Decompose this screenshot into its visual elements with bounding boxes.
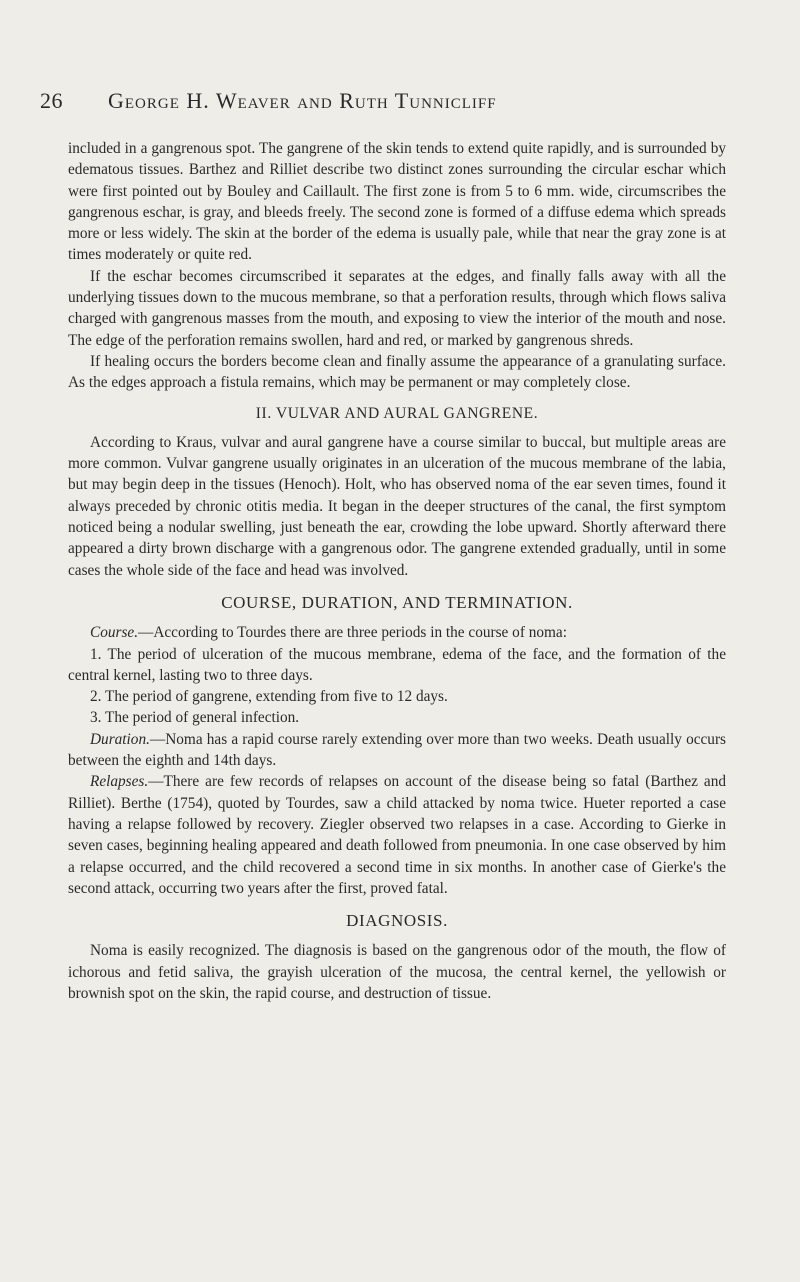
paragraph: If healing occurs the borders become clean and finally assume the appearance of a granulating surface. As the edges approach a fistula remains, which may be permanent or may completely close. [68,352,726,392]
paragraph: If the eschar becomes circumscribed it separates at the edges, and finally falls away with all the underlying tissues down to the mucous membrane, so that a perforation results, through which flows saliva charged with gangrenous masses from the mouth, and exposing to view the interior of the mouth and nose. The edge of the perforation remains swollen, hard and red, or marked by gangrenous shreds. [68,267,726,349]
relapses-text: —There are few records of relapses on account of the disease being so fatal (Barthez and Rilliet). Berthe (1754), quoted by Tourdes, saw a child attacked by noma twice. Hueter reported a case having a relapse followed by recovery. Ziegler observed two relapses in a case. According to Gierke in seven cases, beginning healing appeared and death followed from pneumonia. In one case observed by him a relapse occurred, and the child recovered a second time in six months. In another case of Gierke's the second attack, occurring two years after the first, proved fatal. [68,773,726,897]
course-text: —According to Tourdes there are three periods in the course of noma: [138,624,567,642]
list-item: 2. The period of gangrene, extending from five to 12 days. [90,688,448,706]
course-label: Course. [90,624,139,642]
body-text [68,138,726,1004]
section-heading-course: COURSE, DURATION, AND TERMINATION. [221,592,573,612]
page-number: 26 [40,88,63,113]
list-item: 3. The period of general infection. [90,709,300,727]
relapses-label: Relapses. [90,773,149,791]
course-paragraph [68,622,726,643]
paragraph: included in a gangrenous spot. The gangrene of the skin tends to extend quite rapidly, and is surrounded by edematous tissues. Barthez and Rilliet describe two distinct zones surrounding the circular eschar which were first pointed out by Bouley and Caillault. The first zone is from 5 to 6 mm. wide, circumscribes the gangrenous eschar, is gray, and bleeds freely. The second zone is formed of a diffuse edema which spreads more or less widely. The skin at the border of the edema is usually pale, while that near the gray zone is at times moderately or quite red. [68,140,726,264]
running-head-title: George H. Weaver and Ruth Tunnicliff [108,88,497,113]
duration-label: Duration. [90,730,150,748]
section-heading-vulvar: II. VULVAR AND AURAL GANGRENE. [255,404,539,422]
running-head [40,88,740,118]
list-item: 1. The period of ulceration of the mucous membrane, edema of the face, and the formation of the central kernel, lasting two to three days. [68,645,726,684]
section-heading-diagnosis: DIAGNOSIS. [346,911,448,931]
duration-paragraph [68,729,726,772]
duration-text: —Noma has a rapid course rarely extending over more than two weeks. Death usually occurs between the eighth and 14th days. [68,730,726,770]
relapses-paragraph [68,771,726,899]
paragraph: Noma is easily recognized. The diagnosis is based on the gangrenous odor of the mouth, the flow of ichorous and fetid saliva, the grayish ulceration of the mucosa, the central kernel, the yellowish or brownish spot on the skin, the rapid course, and destruction of tissue. [68,942,726,1002]
paragraph: According to Kraus, vulvar and aural gangrene have a course similar to buccal, but multiple areas are more common. Vulvar gangrene usually originates in an ulceration of the mucous membrane of the labia, but may begin deep in the tissues (Henoch). Holt, who has observed noma of the ear seven times, found it always preceded by chronic otitis media. It began in the deeper structures of the canal, the first symptom noticed being a nodular swelling, just beneath the ear, crowding the lobe upward. Shortly afterward there appeared a dirty brown discharge with a gangrenous odor. The gangrene extended gradually, until in some cases the whole side of the face and head was involved. [68,433,726,579]
